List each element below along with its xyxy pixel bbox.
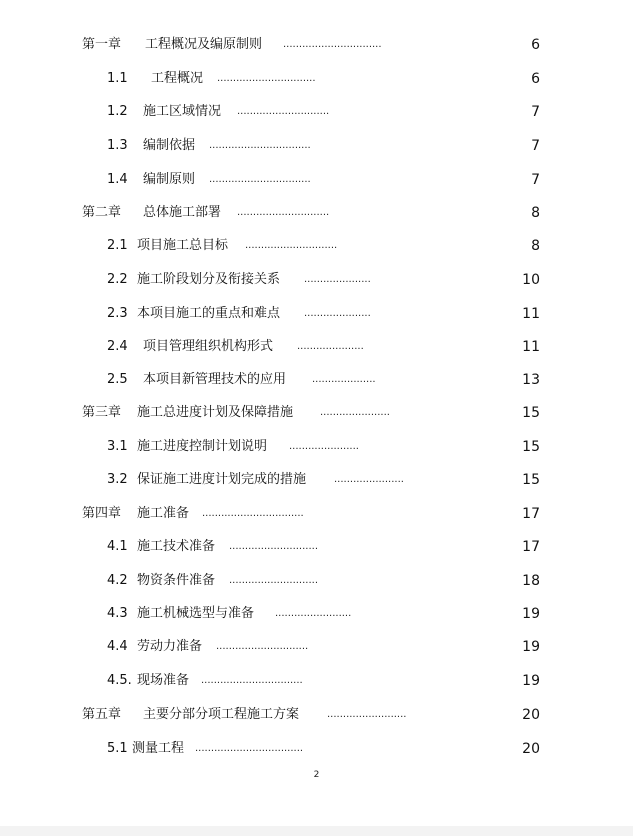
toc-entry-4-5[interactable] [0, 671, 633, 691]
toc-prefix: 4.3 [107, 606, 128, 621]
toc-title: 工程概况 [151, 71, 204, 86]
toc-page-number: 6 [531, 37, 540, 53]
toc-page-number: 18 [522, 573, 540, 589]
toc-title: 物资条件准备 [137, 573, 216, 588]
toc-leader: ............................ [229, 541, 319, 552]
toc-title: 施工机械选型与准备 [137, 606, 255, 621]
toc-entry-2-1[interactable] [0, 236, 633, 256]
toc-title: 施工进度控制计划说明 [137, 439, 268, 454]
toc-page-number: 10 [522, 272, 540, 288]
toc-prefix: 2.5 [107, 372, 128, 387]
toc-entry-5-1[interactable] [0, 739, 633, 759]
toc-page-number: 15 [522, 472, 540, 488]
toc-entry-2-5[interactable] [0, 370, 633, 390]
toc-leader: ............................. [245, 240, 338, 251]
toc-page-number: 15 [522, 405, 540, 421]
toc-title: 编制原则 [143, 172, 196, 187]
toc-prefix: 3.2 [107, 472, 128, 487]
toc-page-number: 8 [531, 205, 540, 221]
toc-prefix: 第五章 [82, 707, 122, 722]
toc-leader: ............................ [229, 575, 319, 586]
toc-title: 项目施工总目标 [137, 238, 229, 253]
toc-page-number: 6 [531, 71, 540, 87]
toc-page-number: 17 [522, 506, 540, 522]
toc-entry-4-4[interactable] [0, 637, 633, 657]
toc-title: 施工总进度计划及保障措施 [137, 405, 294, 420]
toc-leader: .................................. [195, 743, 304, 754]
toc-page-number: 13 [522, 372, 540, 388]
toc-page-number: 8 [531, 238, 540, 254]
toc-title: 主要分部分项工程施工方案 [143, 707, 300, 722]
toc-page-number: 11 [522, 306, 540, 322]
toc-entry-1-2[interactable] [0, 102, 633, 122]
toc-entry-4-2[interactable] [0, 571, 633, 591]
toc-page-number: 11 [522, 339, 540, 355]
toc-prefix: 3.1 [107, 439, 128, 454]
toc-leader: ...................... [320, 407, 390, 418]
toc-leader: ............................... [217, 73, 316, 84]
toc-entry-3-2[interactable] [0, 470, 633, 490]
toc-prefix: 4.1 [107, 539, 128, 554]
toc-entry-1-1[interactable] [0, 69, 633, 89]
toc-entry-3-1[interactable] [0, 437, 633, 457]
toc-page-number: 19 [522, 673, 540, 689]
toc-title: 施工区域情况 [143, 104, 222, 119]
toc-prefix: 第三章 [82, 405, 122, 420]
toc-prefix: 5.1 [107, 741, 128, 756]
toc-leader: ..................... [304, 274, 371, 285]
toc-entry-chapter-2[interactable] [0, 203, 633, 223]
toc-leader: ................................ [202, 508, 304, 519]
toc-entry-1-3[interactable] [0, 136, 633, 156]
toc-leader: ................................ [201, 675, 303, 686]
toc-entry-chapter-5[interactable] [0, 705, 633, 725]
toc-title: 施工阶段划分及衔接关系 [137, 272, 281, 287]
toc-title: 保证施工进度计划完成的措施 [137, 472, 307, 487]
toc-title: 现场准备 [137, 673, 190, 688]
toc-entry-chapter-3[interactable] [0, 403, 633, 423]
toc-prefix: 2.3 [107, 306, 128, 321]
toc-title: 项目管理组织机构形式 [143, 339, 274, 354]
toc-title: 测量工程 [132, 741, 185, 756]
toc-prefix: 第一章 [82, 37, 122, 52]
toc-title: 施工准备 [137, 506, 190, 521]
toc-leader: .................... [312, 374, 376, 385]
toc-prefix: 2.4 [107, 339, 128, 354]
toc-page-number: 20 [522, 741, 540, 757]
toc-prefix: 4.2 [107, 573, 128, 588]
toc-leader: ............................. [237, 207, 330, 218]
toc-page-number: 15 [522, 439, 540, 455]
toc-page-number: 19 [522, 639, 540, 655]
footer-page-number: 2 [313, 770, 320, 780]
toc-title: 劳动力准备 [137, 639, 203, 654]
toc-page-number: 17 [522, 539, 540, 555]
toc-prefix: 2.2 [107, 272, 128, 287]
toc-leader: ...................... [289, 441, 359, 452]
toc-prefix: 4.4 [107, 639, 128, 654]
toc-prefix: 第四章 [82, 506, 122, 521]
page-bottom-edge [0, 826, 633, 836]
toc-title: 编制依据 [143, 138, 196, 153]
toc-leader: ................................ [209, 140, 311, 151]
toc-entry-2-4[interactable] [0, 337, 633, 357]
toc-prefix: 1.2 [107, 104, 128, 119]
toc-title: 本项目施工的重点和难点 [137, 306, 281, 321]
toc-title: 本项目新管理技术的应用 [143, 372, 287, 387]
toc-leader: ............................. [237, 106, 330, 117]
toc-prefix: 4.5. [107, 673, 132, 688]
toc-leader: ......................... [327, 709, 407, 720]
toc-entry-1-4[interactable] [0, 170, 633, 190]
toc-leader: ................................ [209, 174, 311, 185]
toc-entry-2-2[interactable] [0, 270, 633, 290]
toc-prefix: 1.1 [107, 71, 128, 86]
toc-leader: ..................... [304, 308, 371, 319]
toc-entry-4-1[interactable] [0, 537, 633, 557]
toc-title: 施工技术准备 [137, 539, 216, 554]
toc-page-number: 7 [531, 104, 540, 120]
toc-leader: ............................. [216, 641, 309, 652]
toc-page-number: 7 [531, 172, 540, 188]
toc-entry-chapter-4[interactable] [0, 504, 633, 524]
toc-leader: ............................... [283, 39, 382, 50]
toc-prefix: 2.1 [107, 238, 128, 253]
toc-entry-4-3[interactable] [0, 604, 633, 624]
toc-page-number: 7 [531, 138, 540, 154]
toc-page-number: 19 [522, 606, 540, 622]
toc-prefix: 1.3 [107, 138, 128, 153]
toc-leader: ........................ [275, 608, 352, 619]
toc-title: 工程概况及编原制则 [145, 37, 263, 52]
toc-entry-2-3[interactable] [0, 304, 633, 324]
toc-title: 总体施工部署 [143, 205, 222, 220]
toc-prefix: 第二章 [82, 205, 122, 220]
toc-entry-chapter-1[interactable] [0, 35, 633, 55]
toc-page-number: 20 [522, 707, 540, 723]
toc-leader: ..................... [297, 341, 364, 352]
toc-prefix: 1.4 [107, 172, 128, 187]
toc-leader: ...................... [334, 474, 404, 485]
